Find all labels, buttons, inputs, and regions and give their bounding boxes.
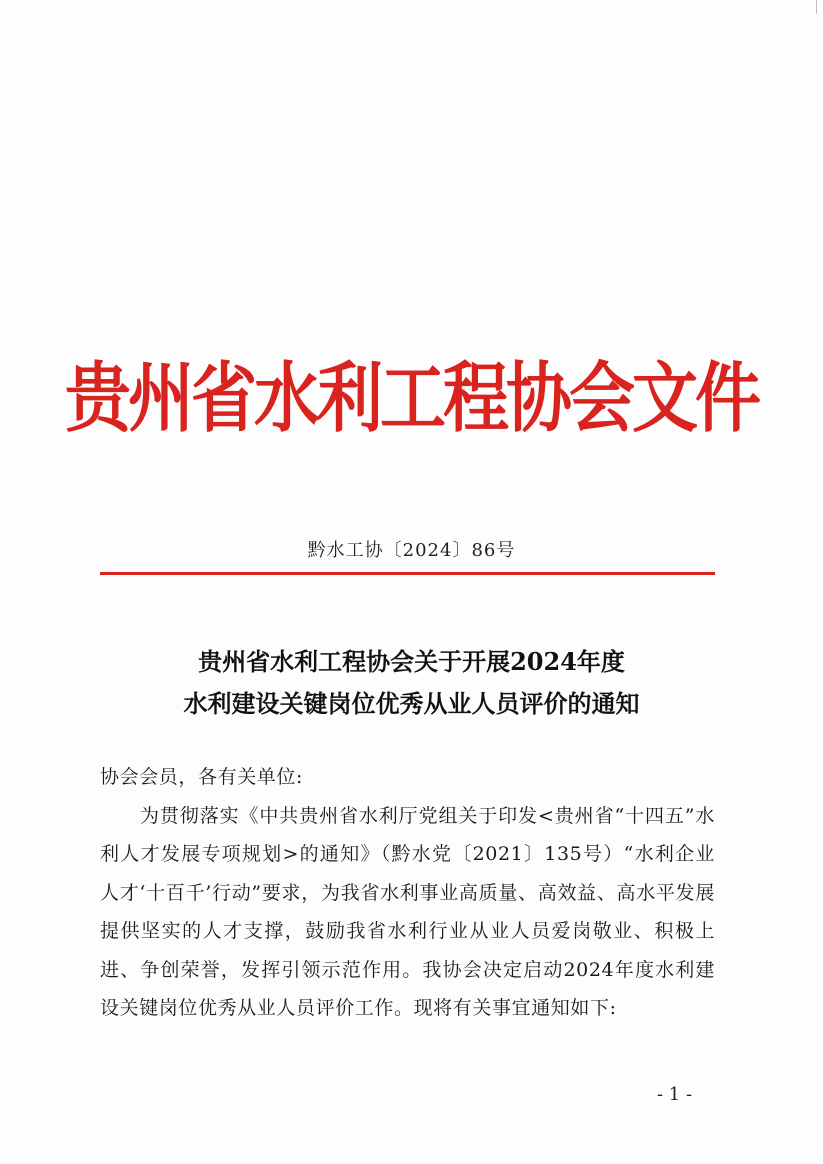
notice-title-line-1: 贵州省水利工程协会关于开展2024年度	[198, 647, 625, 676]
salutation: 协会会员，各有关单位:	[100, 766, 304, 788]
notice-title	[0, 641, 823, 725]
document-number: 黔水工协〔2024〕86号	[307, 540, 516, 561]
red-divider-line	[100, 572, 715, 575]
masthead-title: 贵州省水利工程协会文件	[65, 353, 758, 444]
notice-body	[100, 758, 715, 1028]
page-number: - 1 -	[657, 1084, 693, 1105]
notice-title-line-2: 水利建设关键岗位优秀从业人员评价的通知	[183, 689, 640, 718]
scan-corner-mark	[804, 0, 817, 14]
body-paragraph: 为贯彻落实《中共贵州省水利厅党组关于印发<贵州省“十四五”水利人才发展专项规划>的通知》（黔水党〔2021〕135号）“水利企业人才‘十百千’行动”要求，为我省水利事业高质量、高效益、高水平发展提供坚实的人才支撑，鼓励我省水利行业从业人员爱岗敬业、积极上进、争创荣誉，发挥引领示范作用。我协会决定启动2024年度水利建设关键岗位优秀从业人员评价工作。现将有关事宜通知如下:	[100, 804, 715, 1019]
